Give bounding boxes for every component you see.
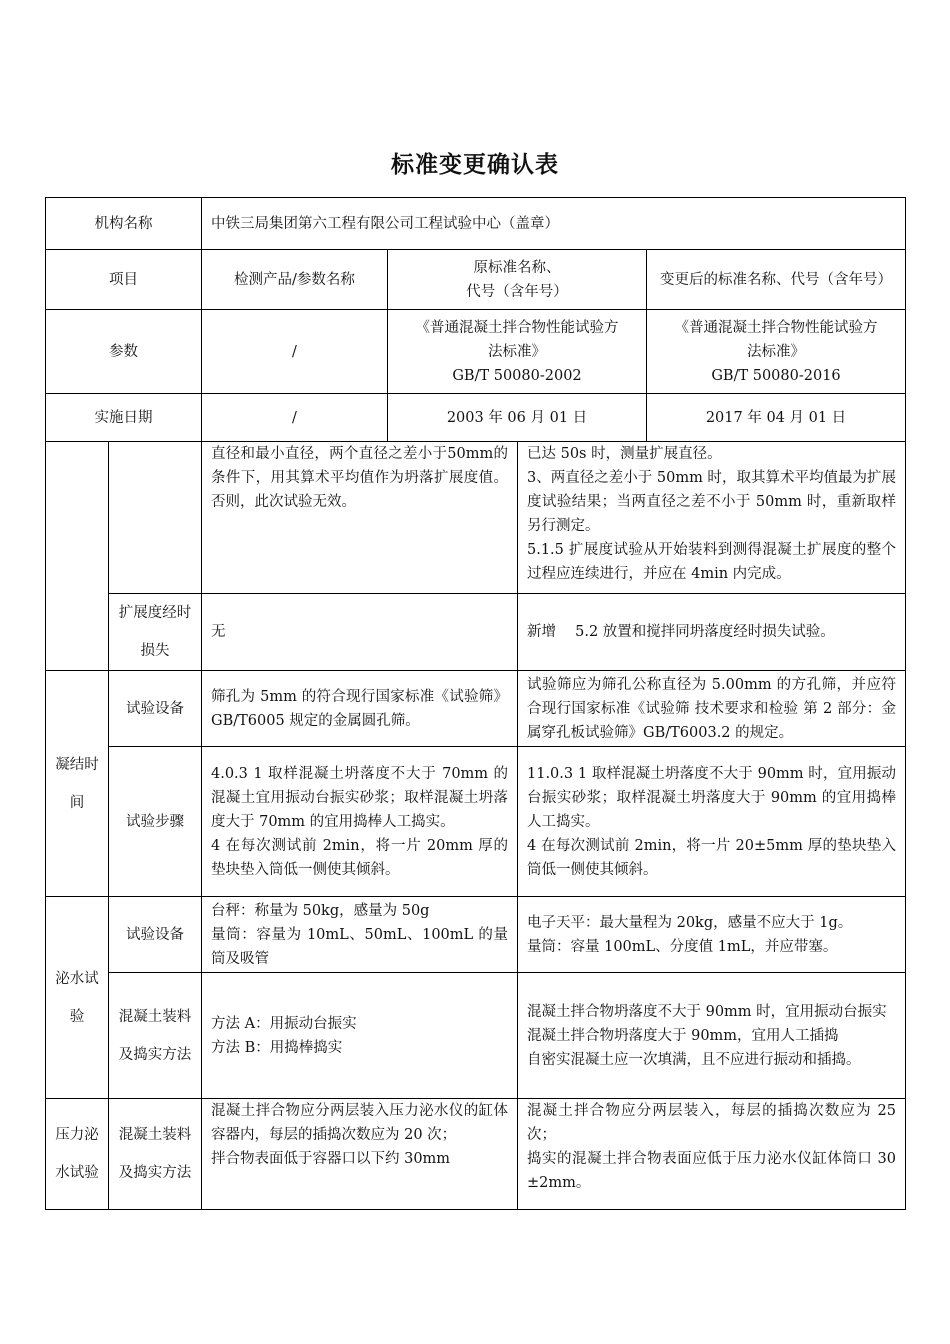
bleeding-equipment-label: 试验设备 <box>109 897 202 973</box>
bleeding-equipment-new <box>518 897 906 973</box>
setting-steps-old <box>202 747 518 897</box>
bleeding-method-label: 混凝土装料及捣实方法 <box>109 973 202 1099</box>
continued-new-line1: 已达 50s 时，测量扩展直径。 <box>527 446 722 462</box>
pressure-method-new-1: 混凝土拌合物应分两层装入，每层的插捣次数应为 25 次； <box>527 1103 896 1143</box>
continued-group-cell <box>46 442 109 671</box>
continued-new-line2: 3、两直径之差小于 50mm 时，取其算术平均值最为扩展度试验结果；当两直径之差不小于 50mm 时，重新取样另行测定。 <box>527 470 896 534</box>
bleeding-method-old-2: 方法 B：用捣棒捣实 <box>211 1039 343 1056</box>
setting-equipment-new: 试验筛应为筛孔公称直径为 5.00mm 的方孔筛，并应符合现行国家标准《试验筛 技术要求和检验 第 2 部分：金属穿孔板试验筛》GB/T6003.2 的规定。 <box>518 671 906 747</box>
orig-std-code: GB/T 50080-2002 <box>452 367 582 384</box>
org-label: 机构名称 <box>46 198 202 250</box>
pressure-method-old <box>202 1099 518 1210</box>
orig-std-label-line2: 代号（含年号） <box>466 283 568 300</box>
pressure-method-label: 混凝土装料及捣实方法 <box>109 1099 202 1210</box>
pressure-method-old-2: 拌合物表面低于容器口以下约 30mm <box>211 1151 451 1167</box>
date-new: 2017 年 04 月 01 日 <box>647 394 906 442</box>
continued-label-cell <box>109 442 202 594</box>
new-std-value <box>647 310 906 394</box>
item-label: 项目 <box>46 250 202 310</box>
setting-steps-new-1: 11.0.3 1 取样混凝土坍落度不大于 90mm 时，宜用振动台振实砂浆；取样混凝土坍落度大于 90mm 的宜用捣棒人工捣实。 <box>527 765 896 830</box>
slump-loss-new: 新增 5.2 放置和搅拌同坍落度经时损失试验。 <box>518 594 906 671</box>
body-table <box>45 441 906 1210</box>
setting-steps-label: 试验步骤 <box>109 747 202 897</box>
bleeding-equipment-old-2: 量筒：容量为 10mL、50mL、100mL 的量筒及吸管 <box>211 926 508 967</box>
date-orig: 2003 年 06 月 01 日 <box>388 394 647 442</box>
page-title: 标准变更确认表 <box>391 151 559 178</box>
param-label: 参数 <box>46 310 202 394</box>
setting-steps-old-1: 4.0.3 1 取样混凝土坍落度不大于 70mm 的混凝土宜用振动台振实砂浆；取样混凝土坍落度大于 70mm 的宜用捣棒人工捣实。 <box>211 765 508 830</box>
bleeding-method-new-1: 混凝土拌合物坍落度不大于 90mm 时，宜用振动台振实 <box>527 1003 887 1020</box>
bleeding-method-old <box>202 973 518 1099</box>
orig-std-label <box>388 250 647 310</box>
org-value: 中铁三局集团第六工程有限公司工程试验中心（盖章） <box>202 198 906 250</box>
pressure-method-new-2: 捣实的混凝土拌合物表面应低于压力泌水仪缸体筒口 30±2mm。 <box>527 1151 896 1191</box>
setting-steps-old-2: 4 在每次测试前 2min，将一片 20mm 厚的垫块垫入筒低一侧使其倾斜。 <box>211 837 508 878</box>
bleeding-equipment-old-1: 台秤：称量为 50kg，感量为 50g <box>211 902 430 919</box>
date-label: 实施日期 <box>46 394 202 442</box>
continued-new-text <box>518 442 906 594</box>
slump-loss-label: 扩展度经时损失 <box>109 594 202 671</box>
new-std-line2: 法标准》 <box>747 343 805 360</box>
bleeding-method-new-3: 自密实混凝土应一次填满，且不应进行振动和插捣。 <box>527 1051 861 1068</box>
orig-std-line2: 法标准》 <box>488 343 546 360</box>
setting-equipment-old: 筛孔为 5mm 的符合现行国家标准《试验筛》GB/T6005 规定的金属圆孔筛。 <box>202 671 518 747</box>
continued-new-line3: 5.1.5 扩展度试验从开始装料到测得混凝土扩展度的整个过程应连续进行，并应在 4min 内完成。 <box>527 542 896 582</box>
product-label: 检测产品/参数名称 <box>202 250 388 310</box>
new-std-label: 变更后的标准名称、代号（含年号） <box>647 250 906 310</box>
continued-old-text: 直径和最小直径，两个直径之差小于50mm的条件下，用其算术平均值作为坍落扩展度值。否则，此次试验无效。 <box>202 442 518 594</box>
pressure-method-old-1: 混凝土拌合物应分两层装入压力泌水仪的缸体容器内，每层的插捣次数应为 20 次； <box>211 1103 508 1143</box>
new-std-line1: 《普通混凝土拌合物性能试验方 <box>674 319 878 336</box>
bleeding-equipment-new-2: 量筒：容量 100mL、分度值 1mL，并应带塞。 <box>527 938 838 955</box>
orig-std-value <box>388 310 647 394</box>
date-product: / <box>202 394 388 442</box>
setting-time-group-label: 凝结时间 <box>46 671 109 897</box>
pressure-bleeding-group-label: 压力泌水试验 <box>46 1099 109 1210</box>
header-table <box>45 197 906 442</box>
bleeding-equipment-new-1: 电子天平：最大量程为 20kg，感量不应大于 1g。 <box>527 914 853 931</box>
param-value: / <box>202 310 388 394</box>
setting-steps-new <box>518 747 906 897</box>
setting-steps-new-2: 4 在每次测试前 2min，将一片 20±5mm 厚的垫块垫入筒低一侧使其倾斜。 <box>527 837 896 878</box>
setting-equipment-label: 试验设备 <box>109 671 202 747</box>
new-std-code: GB/T 50080-2016 <box>711 367 841 384</box>
bleeding-method-new <box>518 973 906 1099</box>
bleeding-equipment-old <box>202 897 518 973</box>
orig-std-line1: 《普通混凝土拌合物性能试验方 <box>415 319 619 336</box>
pressure-method-new <box>518 1099 906 1210</box>
bleeding-method-new-2: 混凝土拌合物坍落度大于 90mm，宜用人工插捣 <box>527 1027 839 1044</box>
bleeding-method-old-1: 方法 A：用振动台振实 <box>211 1015 357 1032</box>
slump-loss-old: 无 <box>202 594 518 671</box>
bleeding-group-label: 泌水试验 <box>46 897 109 1099</box>
orig-std-label-line1: 原标准名称、 <box>473 259 561 276</box>
